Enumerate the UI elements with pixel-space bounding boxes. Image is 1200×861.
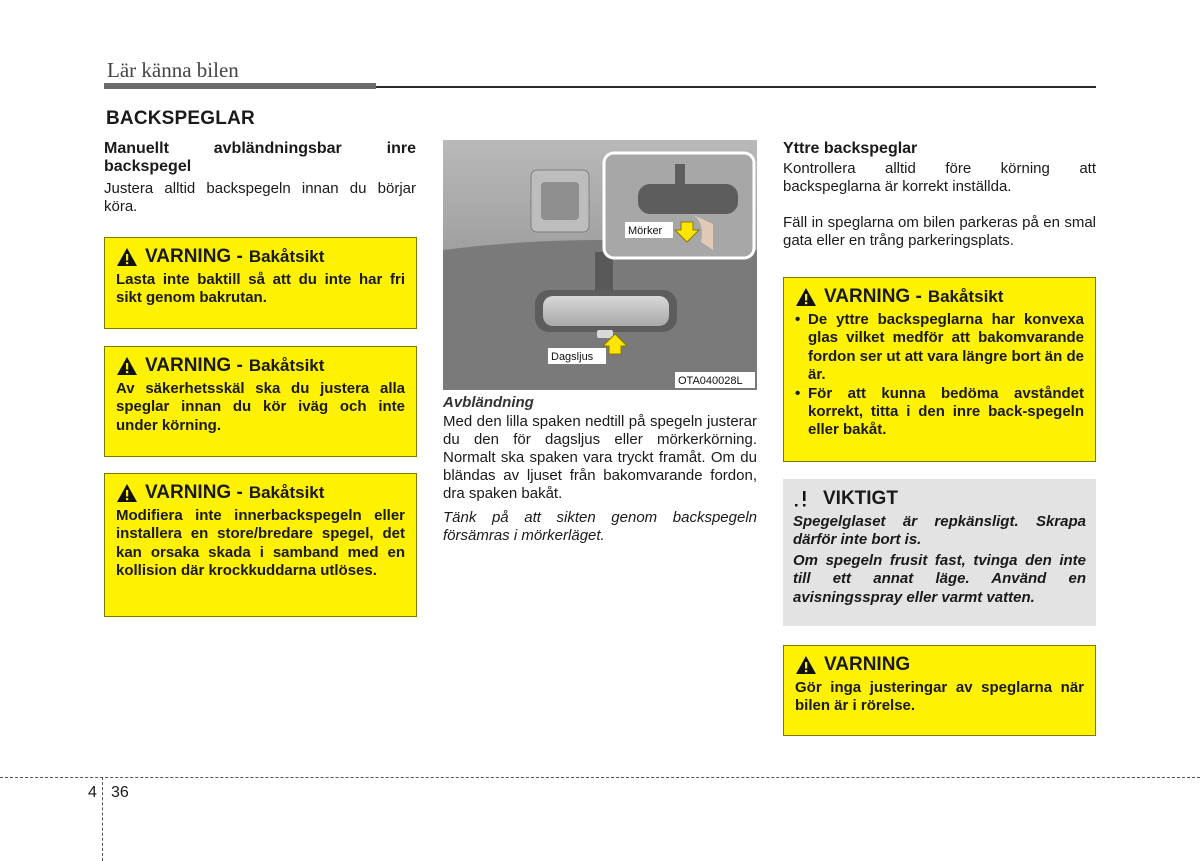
- inset-mirror-stem: [675, 164, 685, 186]
- warning-box-rear-view-2: [104, 346, 417, 457]
- warning-box-outer-mirrors: [783, 277, 1096, 462]
- mirror-illustration: [443, 140, 757, 390]
- warning-list-item: • De yttre backspeglarna har konvexa glas vilket medför att bakomvarande fordon ser ut att vara längre bort än de är.: [795, 311, 1084, 385]
- right-para2: Fäll in speglarna om bilen parkeras på en smal gata eller en trång parkeringsplats.: [783, 214, 1096, 249]
- right-para1: Kontrollera alltid före körning att backspeglarna är korrekt inställda.: [783, 160, 1096, 195]
- middle-note: Tänk på att sikten genom backspegeln försämras i mörkerläget.: [443, 509, 757, 544]
- warning-label: VARNING -: [145, 355, 243, 376]
- middle-body: Med den lilla spaken nedtill på spegeln justerar du den för dagsljus eller mörkerkörning. Normalt ska spaken vara tryckt framåt. Om du bländas av ljuset från bakomvarande fordon, dra spaken bakåt.: [443, 413, 757, 502]
- dome-light-lens: [541, 182, 579, 220]
- page-number: 36: [111, 784, 129, 801]
- warning-text: Modifiera inte innerbackspegeln eller installera en store/bredare spegel, det kan orsaka skada i samband med en kollision där krockkuddarna utlöses.: [116, 507, 405, 580]
- warning-text: Gör inga justeringar av speglarna när bilen är i rörelse.: [795, 679, 1084, 715]
- warning-subtitle: Bakåtsikt: [248, 356, 325, 375]
- warning-title: [795, 654, 1084, 676]
- mirror-illustration-svg: [443, 140, 757, 390]
- figure-caption: Avbländning: [443, 394, 534, 411]
- footer-vertical-rule: [102, 777, 103, 861]
- notice-title-row: [793, 488, 1086, 510]
- exclamation-icon: [793, 489, 815, 509]
- mirror-glass: [543, 296, 669, 326]
- warning-list-item: • För att kunna bedöma avståndet korrekt, titta i den inre back-spegeln eller bakåt.: [795, 385, 1084, 440]
- figure-code: OTA040028L: [678, 375, 743, 387]
- warning-title: [116, 482, 405, 504]
- warning-box-rear-view-1: [104, 237, 417, 329]
- notice-label: VIKTIGT: [823, 488, 898, 509]
- left-heading: Manuellt avbländningsbar inre backspegel: [104, 140, 416, 175]
- warning-subtitle: Bakåtsikt: [248, 483, 325, 502]
- inset-mirror: [638, 184, 738, 214]
- warning-text: Lasta inte baktill så att du inte har fri sikt genom bakrutan.: [116, 271, 405, 307]
- chapter-title: Lär känna bilen: [107, 58, 239, 82]
- warning-triangle-icon: [795, 655, 817, 675]
- warning-title: [116, 246, 405, 268]
- warning-subtitle: Bakåtsikt: [927, 287, 1004, 306]
- footer-rule: [0, 777, 1200, 778]
- warning-label: VARNING -: [145, 482, 243, 503]
- middle-column-text: [443, 394, 757, 545]
- warning-title: [795, 286, 1084, 308]
- notice-text-2: Om spegeln frusit fast, tvinga den inte till ett annat läge. Använd en avisningsspray eller varmt vatten.: [793, 551, 1086, 606]
- warning-label: VARNING -: [824, 286, 922, 307]
- notice-box-important: [783, 479, 1096, 626]
- notice-text-1: Spegelglaset är repkänsligt. Skrapa därför inte bort is.: [793, 513, 1086, 549]
- section-title: BACKSPEGLAR: [106, 108, 255, 129]
- mirror-lever: [597, 330, 613, 338]
- warning-box-no-adjust: [783, 645, 1096, 736]
- warning-label: VARNING: [824, 654, 911, 675]
- header-rule-thin: [376, 86, 1096, 88]
- warning-text: Av säkerhetsskäl ska du justera alla speglar innan du kör iväg och inte under körning.: [116, 380, 405, 434]
- header-rule-thick: [104, 83, 376, 89]
- warning-triangle-icon: [116, 483, 138, 503]
- left-column: [104, 140, 416, 216]
- warning-triangle-icon: [116, 247, 138, 267]
- right-heading: Yttre backspeglar: [783, 140, 918, 157]
- warning-label: VARNING -: [145, 246, 243, 267]
- warning-list: [795, 311, 1084, 440]
- warning-box-rear-view-3: [104, 473, 417, 617]
- warning-title: [116, 355, 405, 377]
- warning-triangle-icon: [116, 356, 138, 376]
- warning-subtitle: Bakåtsikt: [248, 247, 325, 266]
- warning-triangle-icon: [795, 287, 817, 307]
- page-chapter-number: 4: [88, 784, 97, 801]
- right-column: [783, 140, 1096, 250]
- label-day: Dagsljus: [551, 351, 594, 363]
- label-dark: Mörker: [628, 225, 663, 237]
- left-intro: Justera alltid backspegeln innan du börjar köra.: [104, 180, 416, 215]
